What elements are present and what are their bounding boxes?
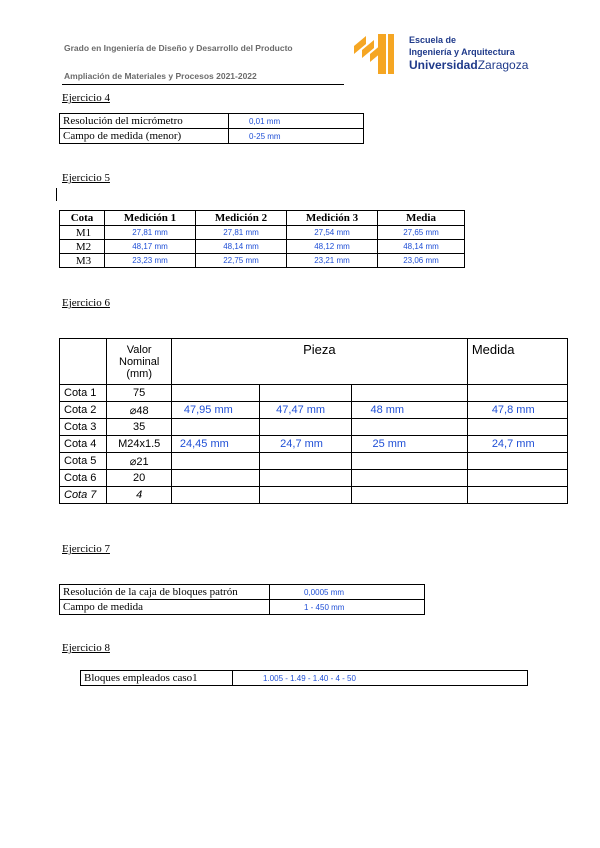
ex7-value: 0,0005 mm — [270, 585, 425, 600]
cota-cell: M3 — [60, 254, 105, 268]
table-row — [60, 419, 568, 436]
ex4-value: 0,01 mm — [229, 114, 364, 129]
cota-cell: Cota 7 — [60, 487, 107, 504]
header-rule — [62, 84, 344, 85]
nominal-cell: 4 — [107, 487, 171, 504]
pieza-cell: 47,95 mm — [171, 402, 259, 419]
table-row — [60, 129, 364, 144]
table-row — [60, 402, 568, 419]
logo-school-line1: Escuela de — [409, 35, 457, 45]
logo-university — [409, 58, 528, 72]
col-header: Media — [378, 211, 465, 226]
pieza-cell — [352, 385, 467, 402]
medida-cell: 24,7 mm — [467, 436, 567, 453]
pieza-cell — [352, 487, 467, 504]
section-title-ex5: Ejercicio 5 — [62, 172, 110, 184]
col-header: Medición 1 — [105, 211, 196, 226]
ex7-value: 1 - 450 mm — [270, 600, 425, 615]
cota-cell: Cota 3 — [60, 419, 107, 436]
pieza-cell: 47,47 mm — [260, 402, 352, 419]
table-row — [60, 114, 364, 129]
value-cell: 27,81 mm — [105, 226, 196, 240]
ex4-label: Resolución del micrómetro — [60, 114, 229, 129]
table-header-row — [60, 211, 465, 226]
value-cell: 27,81 mm — [196, 226, 287, 240]
cota-cell: M1 — [60, 226, 105, 240]
col-header: Medición 3 — [287, 211, 378, 226]
nominal-cell: 20 — [107, 470, 171, 487]
cota-cell: M2 — [60, 240, 105, 254]
logo-uni-part2: Zaragoza — [477, 58, 529, 72]
col-header: Cota — [60, 211, 105, 226]
cota-cell: Cota 6 — [60, 470, 107, 487]
table-row — [60, 226, 465, 240]
pieza-cell — [260, 453, 352, 470]
medida-cell — [467, 487, 567, 504]
pieza-cell — [260, 470, 352, 487]
medida-cell — [467, 453, 567, 470]
pieza-cell — [171, 470, 259, 487]
cota-cell: Cota 2 — [60, 402, 107, 419]
pieza-cell — [260, 385, 352, 402]
pieza-cell — [352, 470, 467, 487]
section-title-ex8: Ejercicio 8 — [62, 642, 110, 654]
table-ex7 — [59, 584, 425, 615]
pieza-header: Pieza — [171, 339, 467, 385]
ex4-value: 0-25 mm — [229, 129, 364, 144]
ex4-label: Campo de medida (menor) — [60, 129, 229, 144]
university-logo-icon — [352, 32, 402, 76]
pieza-cell — [171, 487, 259, 504]
pieza-cell — [171, 453, 259, 470]
table-header-row — [60, 339, 568, 385]
nominal-header: Valor Nominal (mm) — [107, 339, 171, 385]
value-cell: 23,21 mm — [287, 254, 378, 268]
cota-cell: Cota 5 — [60, 453, 107, 470]
value-cell: 22,75 mm — [196, 254, 287, 268]
cota-cell: Cota 4 — [60, 436, 107, 453]
pieza-cell — [352, 453, 467, 470]
table-row — [60, 240, 465, 254]
value-cell: 48,17 mm — [105, 240, 196, 254]
pieza-cell — [171, 419, 259, 436]
pieza-cell — [260, 487, 352, 504]
nominal-cell: ⌀48 — [107, 402, 171, 419]
section-title-ex7: Ejercicio 7 — [62, 543, 110, 555]
table-row — [60, 453, 568, 470]
nominal-cell: M24x1.5 — [107, 436, 171, 453]
text-cursor — [56, 188, 57, 201]
medida-header: Medida — [467, 339, 567, 385]
table-ex6 — [59, 338, 568, 504]
course-subtitle: Ampliación de Materiales y Procesos 2021-2022 — [64, 71, 257, 81]
ex7-label: Resolución de la caja de bloques patrón — [60, 585, 270, 600]
logo-uni-part1: Universidad — [409, 58, 478, 72]
ex7-label: Campo de medida — [60, 600, 270, 615]
logo-school-line2: Ingeniería y Arquitectura — [409, 47, 515, 57]
cota-cell: Cota 1 — [60, 385, 107, 402]
value-cell: 48,14 mm — [196, 240, 287, 254]
ex8-value: 1.005 - 1.49 - 1.40 - 4 - 50 — [233, 671, 528, 686]
medida-cell: 47,8 mm — [467, 402, 567, 419]
value-cell: 27,65 mm — [378, 226, 465, 240]
medida-cell — [467, 385, 567, 402]
pieza-cell: 24,45 mm — [171, 436, 259, 453]
table-row — [60, 385, 568, 402]
pieza-cell — [260, 419, 352, 436]
pieza-cell — [352, 419, 467, 436]
table-row — [60, 470, 568, 487]
col-header: Medición 2 — [196, 211, 287, 226]
table-row — [81, 671, 528, 686]
table-row — [60, 436, 568, 453]
value-cell: 27,54 mm — [287, 226, 378, 240]
medida-cell — [467, 419, 567, 436]
table-row — [60, 585, 425, 600]
ex8-label: Bloques empleados caso1 — [81, 671, 233, 686]
table-ex8 — [80, 670, 528, 686]
corner-cell — [60, 339, 107, 385]
section-title-ex4: Ejercicio 4 — [62, 92, 110, 104]
nominal-cell: 75 — [107, 385, 171, 402]
course-title: Grado en Ingeniería de Diseño y Desarrollo del Producto — [64, 43, 293, 53]
table-ex5 — [59, 210, 465, 268]
table-row — [60, 600, 425, 615]
table-row — [60, 487, 568, 504]
value-cell: 23,23 mm — [105, 254, 196, 268]
pieza-cell — [171, 385, 259, 402]
pieza-cell: 48 mm — [352, 402, 467, 419]
value-cell: 23,06 mm — [378, 254, 465, 268]
medida-cell — [467, 470, 567, 487]
value-cell: 48,12 mm — [287, 240, 378, 254]
pieza-cell: 24,7 mm — [260, 436, 352, 453]
table-ex4 — [59, 113, 364, 144]
nominal-cell: ⌀21 — [107, 453, 171, 470]
section-title-ex6: Ejercicio 6 — [62, 297, 110, 309]
value-cell: 48,14 mm — [378, 240, 465, 254]
nominal-cell: 35 — [107, 419, 171, 436]
pieza-cell: 25 mm — [352, 436, 467, 453]
table-row — [60, 254, 465, 268]
